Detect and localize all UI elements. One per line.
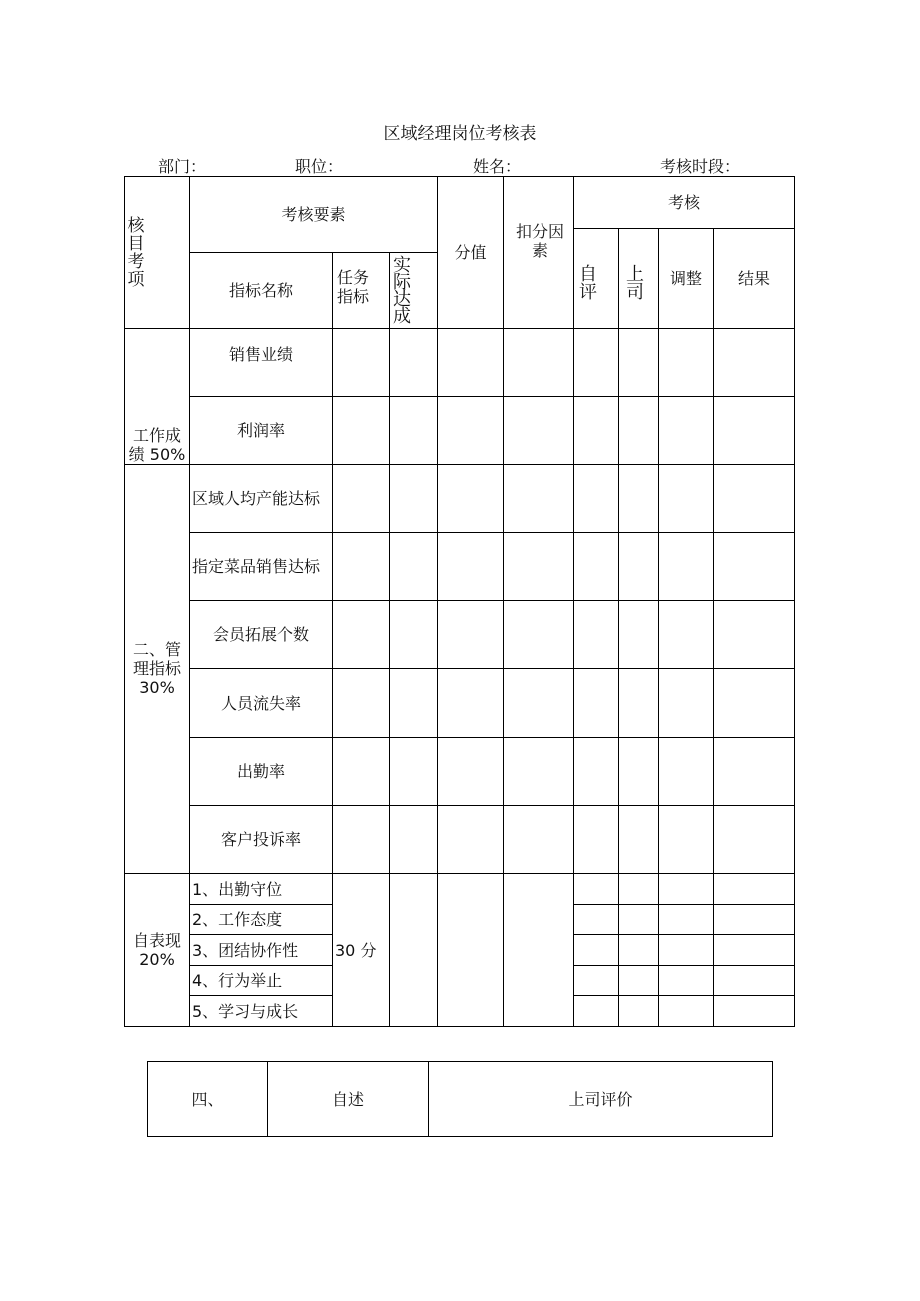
page-title: 区域经理岗位考核表 [383,124,537,144]
superior-header: 上司 [626,264,644,303]
department-label: 部门： [158,157,207,176]
result-header: 结果 [737,269,770,288]
actual-header: 实际达成 [393,255,411,327]
deduction-header: 扣分因素 [515,222,564,260]
section-label-management: 二、管理指标 30% [132,639,181,697]
indicator-row: 1、出勤守位 [192,879,283,899]
period-label: 考核时段： [660,157,741,176]
self-eval-header: 自评 [579,264,597,303]
assessment-header: 考核 [667,193,700,212]
section-label-performance: 工作成绩 50% [128,426,186,464]
indicator-row: 2、工作态度 [192,910,283,929]
indicator-row: 人员流失率 [220,693,301,713]
indicator-row: 利润率 [236,421,285,440]
indicator-row: 会员拓展个数 [212,625,309,644]
superior-evaluation-label: 上司评价 [568,1089,633,1109]
score-header: 分值 [454,243,487,262]
task-target-header: 任务指标 [336,268,369,306]
indicator-row: 3、团结协作性 [192,940,299,960]
indicator-row: 客户投诉率 [220,830,301,849]
item-column-header: 核目考项 [127,216,145,290]
indicator-name-header: 指标名称 [228,281,293,300]
indicator-row: 区域人均产能达标 [192,489,321,508]
indicator-row: 4、行为举止 [192,971,283,990]
indicator-row: 指定菜品销售达标 [192,557,321,576]
elements-header: 考核要素 [281,205,346,224]
self-statement-label: 自述 [331,1089,364,1109]
indicator-row: 5、学习与成长 [192,1001,299,1021]
adjust-header: 调整 [669,269,702,288]
task-target-value: 30 分 [335,940,377,960]
footer-section-number: 四、 [191,1089,224,1109]
position-label: 职位： [295,157,344,176]
indicator-row: 出勤率 [236,762,285,781]
indicator-row: 销售业绩 [228,344,293,364]
section-label-self-performance: 自表现 20% [132,931,181,969]
name-label: 姓名： [473,157,522,176]
